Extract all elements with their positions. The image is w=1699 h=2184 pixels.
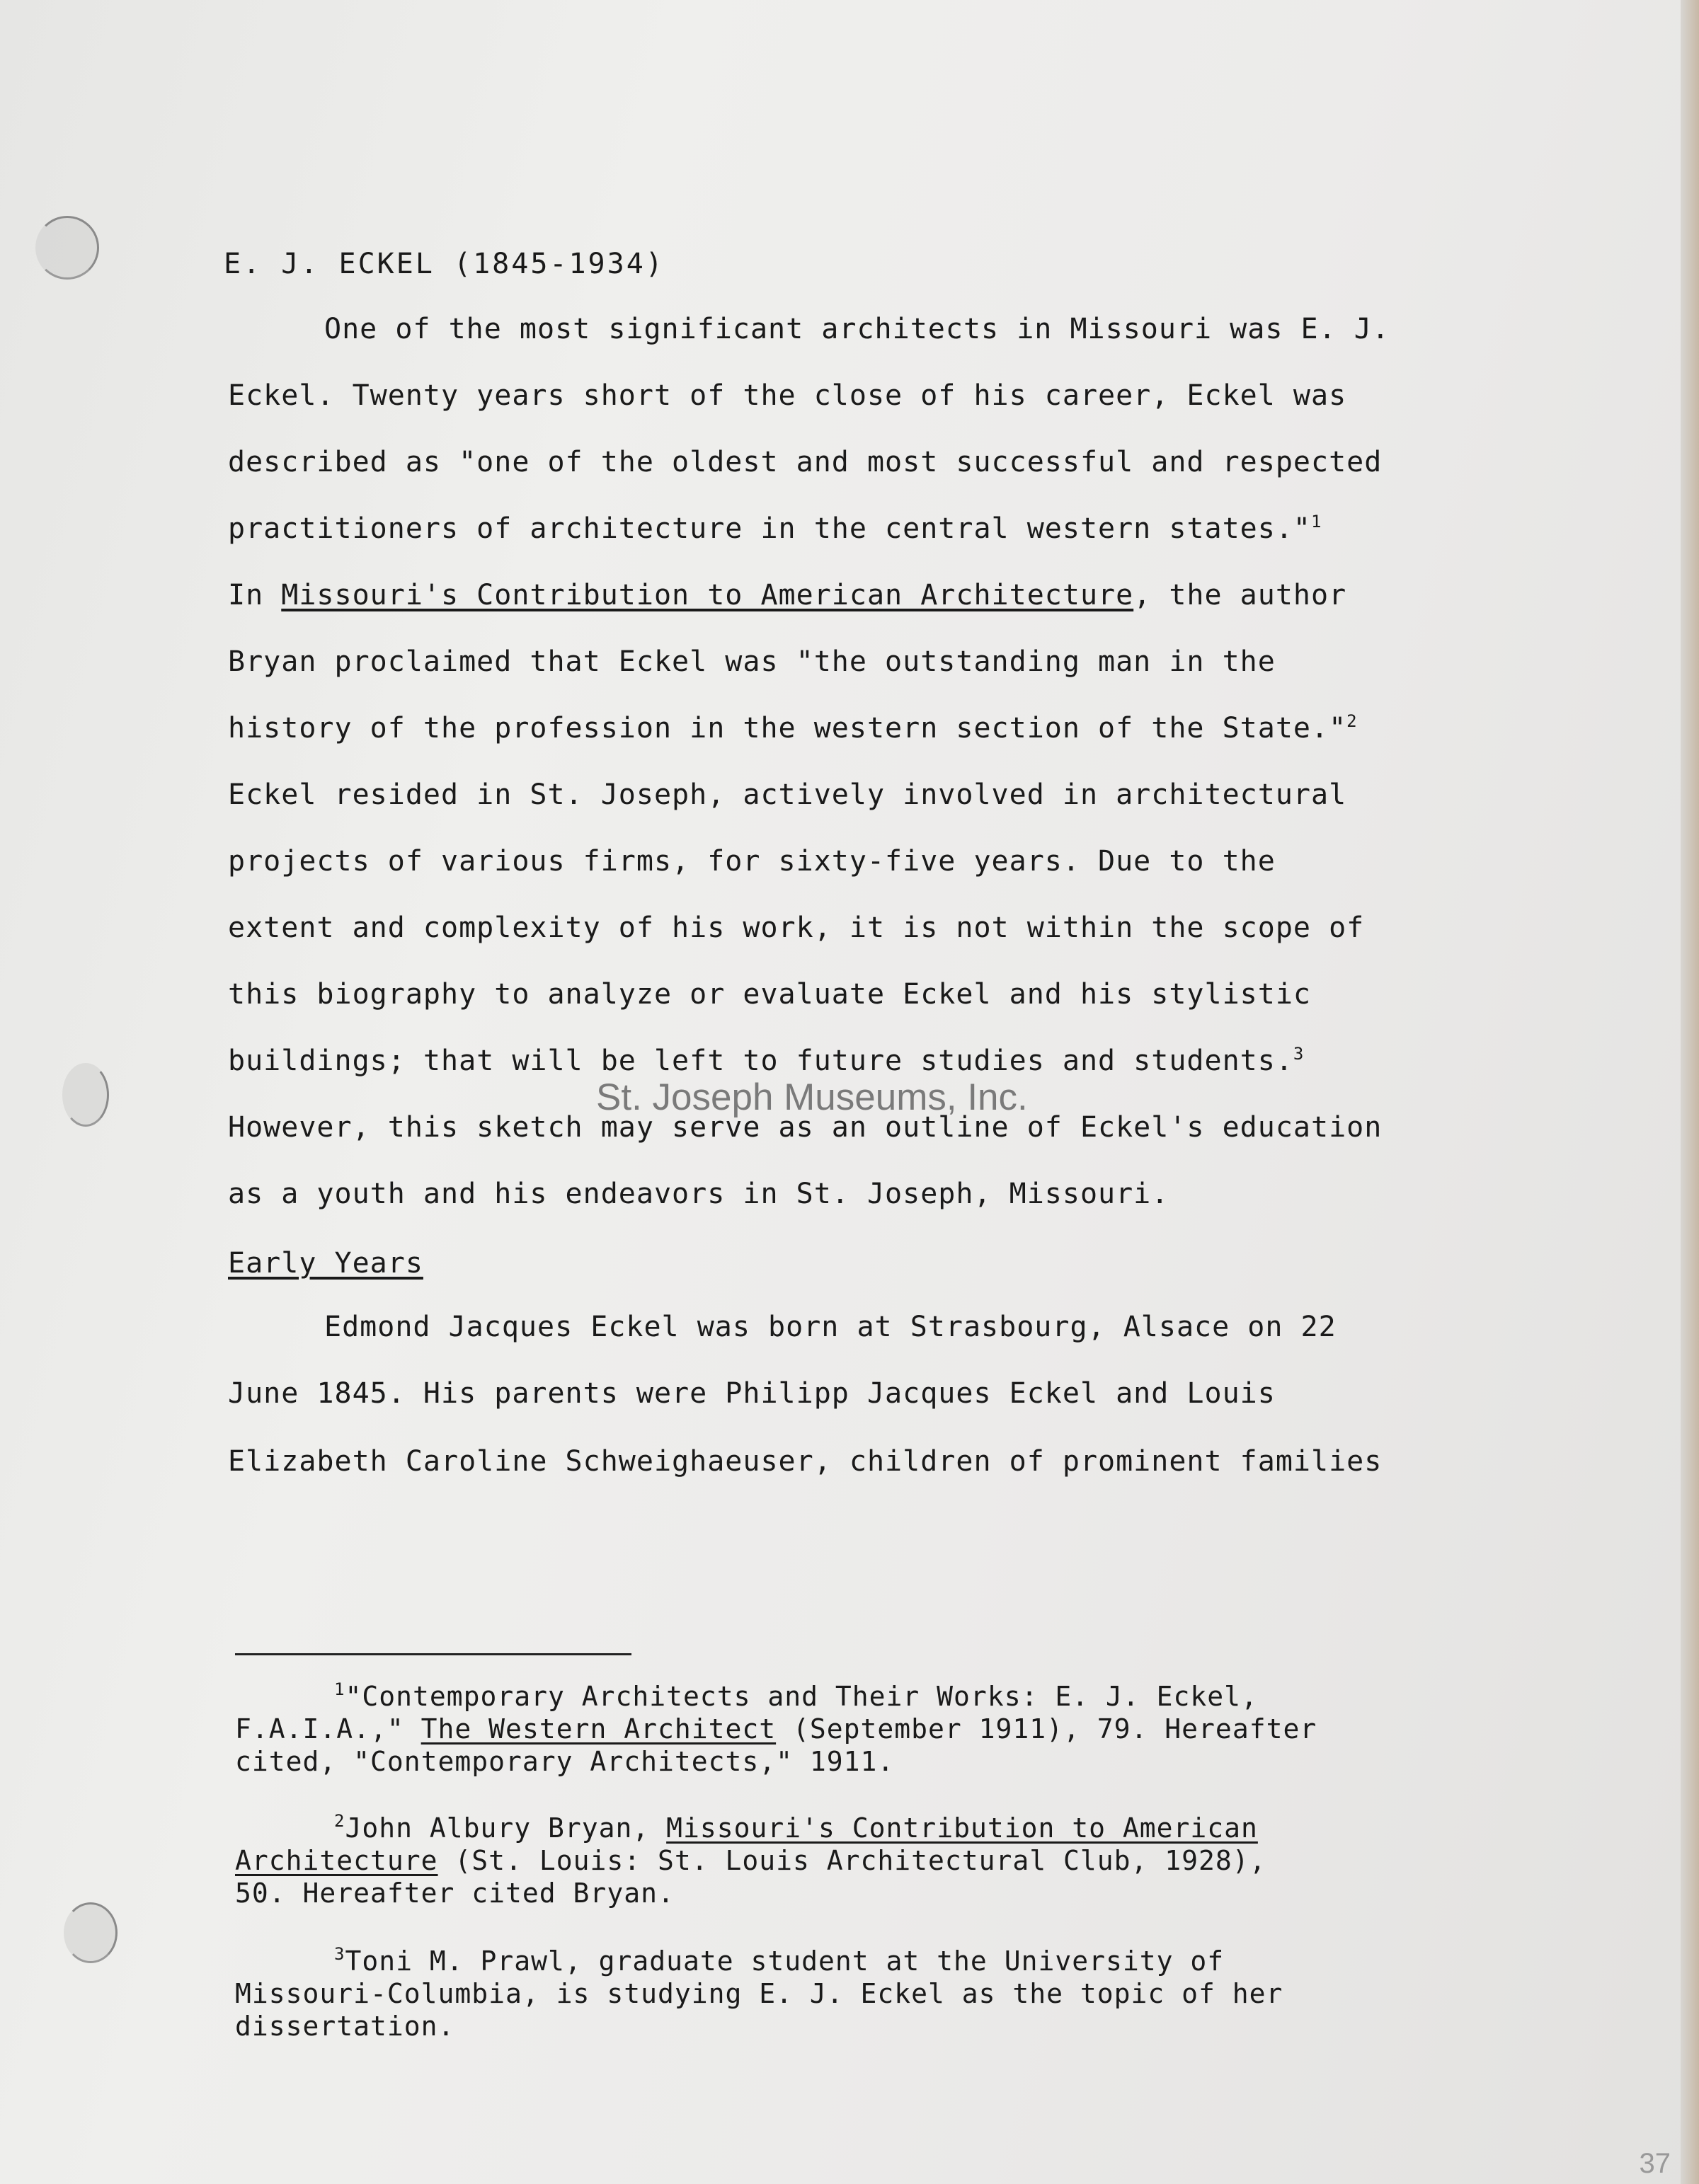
footnote-text: (September 1911), 79. Hereafter: [776, 1713, 1317, 1745]
footnote-title-underlined: Missouri's Contribution to American: [666, 1812, 1258, 1844]
body-text: In: [228, 579, 282, 611]
footnote-2-line-1: [235, 1812, 1665, 1844]
body-text: , the author: [1133, 579, 1347, 611]
body-text: Eckel resided in St. Joseph, actively involved in architectural: [228, 778, 1347, 811]
footnote-text: F.A.I.A.,": [235, 1713, 421, 1745]
footnote-text: dissertation.: [235, 2011, 455, 2042]
page-edge-shadow: [1681, 0, 1699, 2184]
body-line-9: [228, 844, 1545, 879]
book-title-underlined: Missouri's Contribution to American Architecture: [281, 579, 1134, 611]
footnote-ref-2: 2: [1346, 711, 1358, 731]
body-text: practitioners of architecture in the central western states.": [228, 512, 1312, 545]
footnote-3-line-3: [235, 2010, 1566, 2042]
footnote-3-line-2: [235, 1977, 1566, 2010]
footnote-text: "Contemporary Architects and Their Works: E. J. Eckel,: [345, 1681, 1258, 1712]
body-line-8: [228, 777, 1545, 812]
footnote-text: (St. Louis: St. Louis Architectural Club, 1928),: [437, 1845, 1266, 1876]
body-text: this biography to analyze or evaluate Eckel and his stylistic: [228, 978, 1312, 1011]
body-line-1: [228, 311, 1514, 347]
body-line-14: [228, 1176, 1545, 1212]
footnote-ref-1: 1: [1311, 512, 1322, 531]
body-line-11: [228, 977, 1545, 1012]
footnote-1-line-3: [235, 1745, 1566, 1778]
footnote-number-2: 2: [334, 1811, 345, 1831]
body-line-6: [228, 644, 1545, 679]
body-text: described as "one of the oldest and most successful and respected: [228, 446, 1383, 478]
body-text: However, this sketch may serve as an outline of Eckel's education: [228, 1111, 1383, 1144]
museum-watermark: St. Joseph Museums, Inc.: [596, 1076, 1028, 1118]
body-text: projects of various firms, for sixty-five years. Due to the: [228, 845, 1276, 878]
body-text: One of the most significant architects in Missouri was E. J.: [324, 313, 1390, 345]
body-line-3: [228, 444, 1545, 480]
footnote-text: Missouri-Columbia, is studying E. J. Eckel as the topic of her: [235, 1978, 1283, 2009]
body-line-12: [228, 1043, 1545, 1079]
body-text: extent and complexity of his work, it is not within the scope of: [228, 912, 1365, 944]
footnote-text: 50. Hereafter cited Bryan.: [235, 1878, 675, 1909]
footnote-title-underlined: Architecture: [235, 1845, 438, 1876]
footnote-number-1: 1: [334, 1679, 345, 1699]
footnote-text: John Albury Bryan,: [345, 1812, 667, 1844]
page-number: 37: [1639, 2148, 1671, 2179]
footnote-2-line-2: [235, 1844, 1566, 1877]
body-text: as a youth and his endeavors in St. Joseph, Missouri.: [228, 1178, 1169, 1210]
punch-hole-top: [35, 216, 99, 280]
section-heading: [228, 1246, 1545, 1281]
body-text: buildings; that will be left to future studies and students.: [228, 1045, 1293, 1077]
body-text: Bryan proclaimed that Eckel was "the outstanding man in the: [228, 645, 1276, 678]
footnote-ref-3: 3: [1293, 1044, 1305, 1064]
page-title: E. J. ECKEL (1845-1934): [224, 248, 665, 280]
body-line-16: [228, 1376, 1545, 1411]
heading-text: Early Years: [228, 1247, 423, 1280]
body-line-7: [228, 711, 1545, 746]
body-line-17: [228, 1444, 1545, 1479]
body-text: June 1845. His parents were Philipp Jacques Eckel and Louis: [228, 1377, 1276, 1410]
footnote-1-line-1: [235, 1680, 1665, 1713]
body-line-4: [228, 511, 1545, 546]
footnote-3-line-1: [235, 1945, 1665, 1977]
footnote-text: cited, "Contemporary Architects," 1911.: [235, 1746, 895, 1777]
body-line-5: [228, 577, 1545, 613]
footnote-1-line-2: [235, 1713, 1566, 1745]
body-line-10: [228, 910, 1545, 946]
footnote-2-line-3: [235, 1877, 1566, 1909]
punch-hole-middle: [62, 1063, 109, 1127]
body-line-2: [228, 378, 1545, 413]
body-text: Eckel. Twenty years short of the close of his career, Eckel was: [228, 379, 1347, 412]
body-text: history of the profession in the western section of the State.": [228, 712, 1347, 745]
footnote-title-underlined: The Western Architect: [421, 1713, 777, 1745]
body-line-15: [228, 1309, 1641, 1345]
body-text: Elizabeth Caroline Schweighaeuser, children of prominent families: [228, 1445, 1383, 1478]
footnote-divider: [235, 1653, 631, 1655]
body-text: Edmond Jacques Eckel was born at Strasbourg, Alsace on 22: [324, 1311, 1337, 1343]
footnote-text: Toni M. Prawl, graduate student at the University of: [345, 1946, 1225, 1977]
punch-hole-bottom: [64, 1902, 118, 1963]
footnote-number-3: 3: [334, 1944, 345, 1964]
